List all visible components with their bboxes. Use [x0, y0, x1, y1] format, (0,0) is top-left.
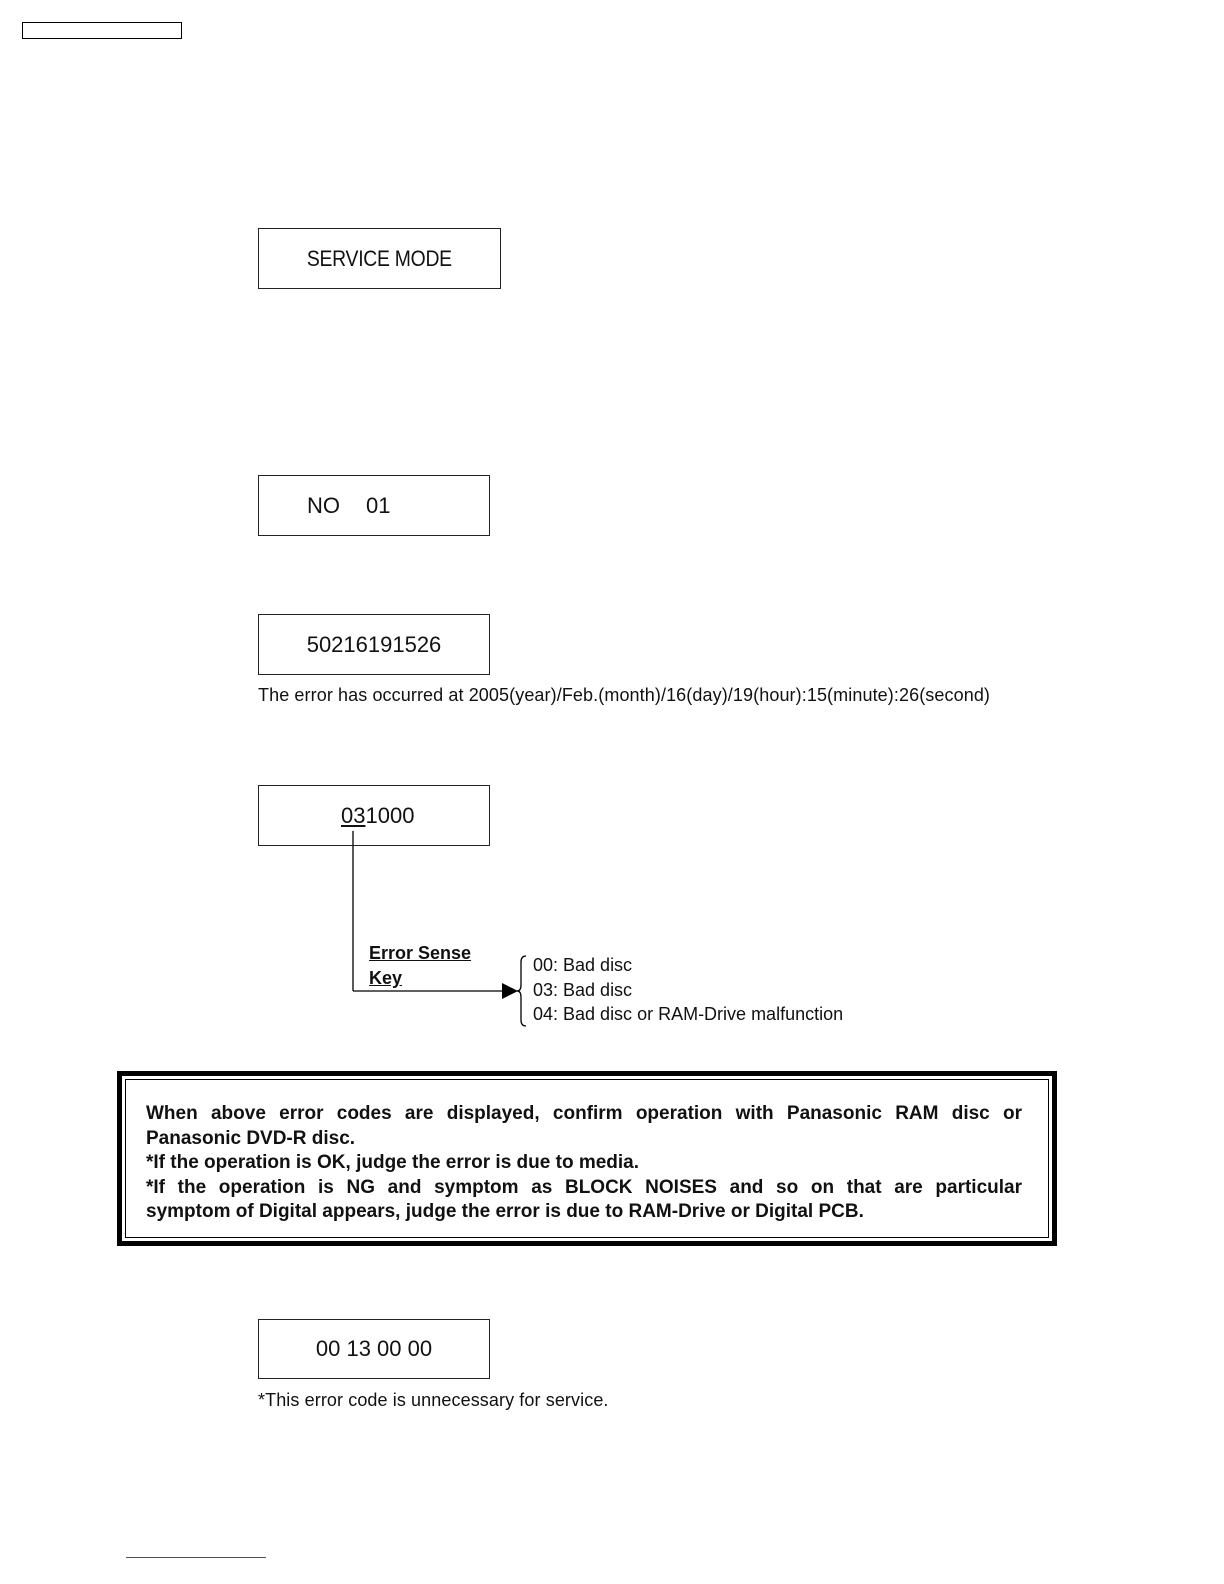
notice-box-inner: [125, 1079, 1049, 1238]
error-sense-code-item: 04: Bad disc or RAM-Drive malfunction: [533, 1004, 844, 1024]
error-code-rest: 1000: [365, 802, 415, 828]
notice-line: When above error codes are displayed, confirm operation with Panasonic RAM disc or: [146, 1103, 1022, 1124]
error-number-value: 01: [366, 492, 391, 518]
error-sense-code-list: [533, 953, 843, 1027]
code-bracket-icon: [517, 956, 526, 1026]
notice-box: [117, 1071, 1057, 1246]
error-sense-label-line2: Key: [369, 968, 403, 988]
notice-line: symptom of Digital appears, judge the error is due to RAM-Drive or Digital PCB.: [146, 1201, 864, 1222]
secondary-code: 00 13 00 00: [315, 1336, 433, 1361]
secondary-code-display: [258, 1319, 490, 1379]
secondary-code-note: *This error code is unnecessary for service.: [258, 1390, 609, 1410]
error-number-label: NO: [307, 492, 340, 518]
service-mode-display: [258, 228, 501, 289]
error-sense-label: [369, 941, 471, 991]
service-mode-text: SERVICE MODE: [307, 245, 452, 271]
error-sense-connector: [340, 828, 540, 1038]
timestamp-code: 50216191526: [306, 631, 442, 657]
error-sense-label-line1: Error Sense: [369, 943, 472, 963]
arrow-head-icon: [502, 983, 518, 999]
footer-rule: [126, 1557, 266, 1558]
error-code-prefix: 03: [341, 802, 366, 828]
error-sense-code-item: 00: Bad disc: [533, 955, 633, 975]
error-number-display: [258, 475, 490, 536]
page-header-box: [22, 22, 182, 39]
error-sense-code-item: 03: Bad disc: [533, 979, 633, 1000]
notice-line: Panasonic DVD-R disc.: [146, 1127, 356, 1149]
timestamp-explanation: The error has occurred at 2005(year)/Feb.(month)/16(day)/19(hour):15(minute):26(second): [258, 685, 991, 705]
notice-line: *If the operation is OK, judge the error is due to media.: [146, 1152, 640, 1173]
notice-line: *If the operation is NG and symptom as BLOCK NOISES and so on that are particular: [146, 1176, 1022, 1198]
timestamp-display: [258, 614, 490, 675]
